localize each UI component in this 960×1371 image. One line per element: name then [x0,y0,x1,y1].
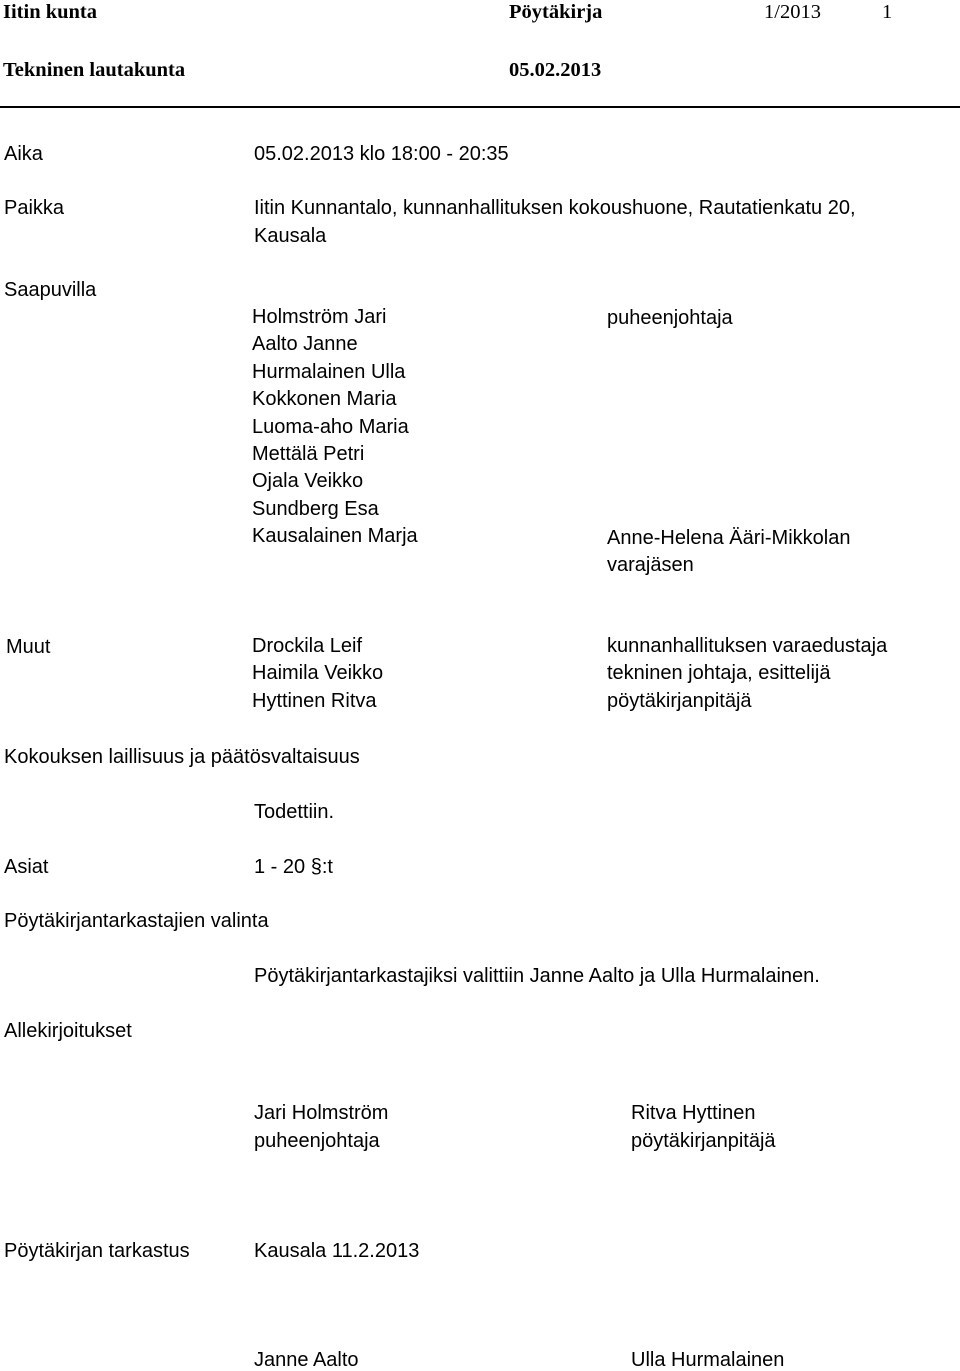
inspectors-heading: Pöytäkirjantarkastajien valinta [4,910,269,932]
place-label: Paikka [4,197,65,219]
items-label: Asiat [4,856,49,878]
header-date: 05.02.2013 [509,59,602,81]
other-person-role: pöytäkirjanpitäjä [607,689,752,712]
member-name: Mettälä Petri [252,442,365,465]
items-value: 1 - 20 §:t [254,856,333,878]
signatures-label: Allekirjoitukset [4,1020,132,1042]
legality-heading: Kokouksen laillisuus ja päätösvaltaisuus [4,746,360,768]
member-name: Luoma-aho Maria [252,415,409,438]
signature-right-role: pöytäkirjanpitäjä [631,1130,776,1152]
chair-role: puheenjohtaja [607,307,733,329]
member-name: Ojala Veikko [252,470,364,493]
review-signer-left: Janne Aalto [254,1349,359,1371]
page-number: 1 [882,1,893,23]
legality-text: Todettiin. [254,801,335,823]
other-person-role: tekninen johtaja, esittelijä [607,662,831,685]
member-name: Kausalainen Marja [252,525,418,548]
members-list [252,304,418,551]
member-name: Hurmalainen Ulla [252,360,406,383]
signature-right-name: Ritva Hyttinen [631,1102,756,1124]
time-label: Aika [4,143,43,165]
signature-left-role: puheenjohtaja [254,1130,380,1152]
place-line-2: Kausala [254,225,327,247]
document-number: 1/2013 [764,1,821,23]
member-name: Kokkonen Maria [252,388,397,411]
substitute-note-line-1: Anne-Helena Ääri-Mikkolan [607,527,851,549]
time-value: 05.02.2013 klo 18:00 - 20:35 [254,143,509,165]
present-label: Saapuvilla [4,279,97,301]
others-names [252,633,383,715]
other-person-role: kunnanhallituksen varaedustaja [607,635,888,657]
review-signer-right: Ulla Hurmalainen [631,1349,785,1371]
member-name: Aalto Janne [252,333,358,356]
other-person-name: Hyttinen Ritva [252,689,377,712]
substitute-note-line-2: varajäsen [607,554,694,576]
member-name: Holmström Jari [252,306,387,328]
inspectors-text: Pöytäkirjantarkastajiksi valittiin Janne Aalto ja Ulla Hurmalainen. [254,965,820,987]
committee-name: Tekninen lautakunta [3,59,186,81]
organization-name: Iitin kunta [3,1,98,23]
signature-left-name: Jari Holmström [254,1102,389,1124]
document-type: Pöytäkirja [509,1,603,23]
member-name: Sundberg Esa [252,497,379,520]
header-divider [0,106,960,108]
others-roles [607,633,887,715]
place-line-1: Iitin Kunnantalo, kunnanhallituksen kokoushuone, Rautatienkatu 20, [254,197,856,219]
review-value: Kausala 11.2.2013 [254,1240,420,1262]
others-label: Muut [6,636,51,658]
review-label: Pöytäkirjan tarkastus [4,1240,190,1262]
other-person-name: Haimila Veikko [252,662,384,685]
other-person-name: Drockila Leif [252,635,363,657]
